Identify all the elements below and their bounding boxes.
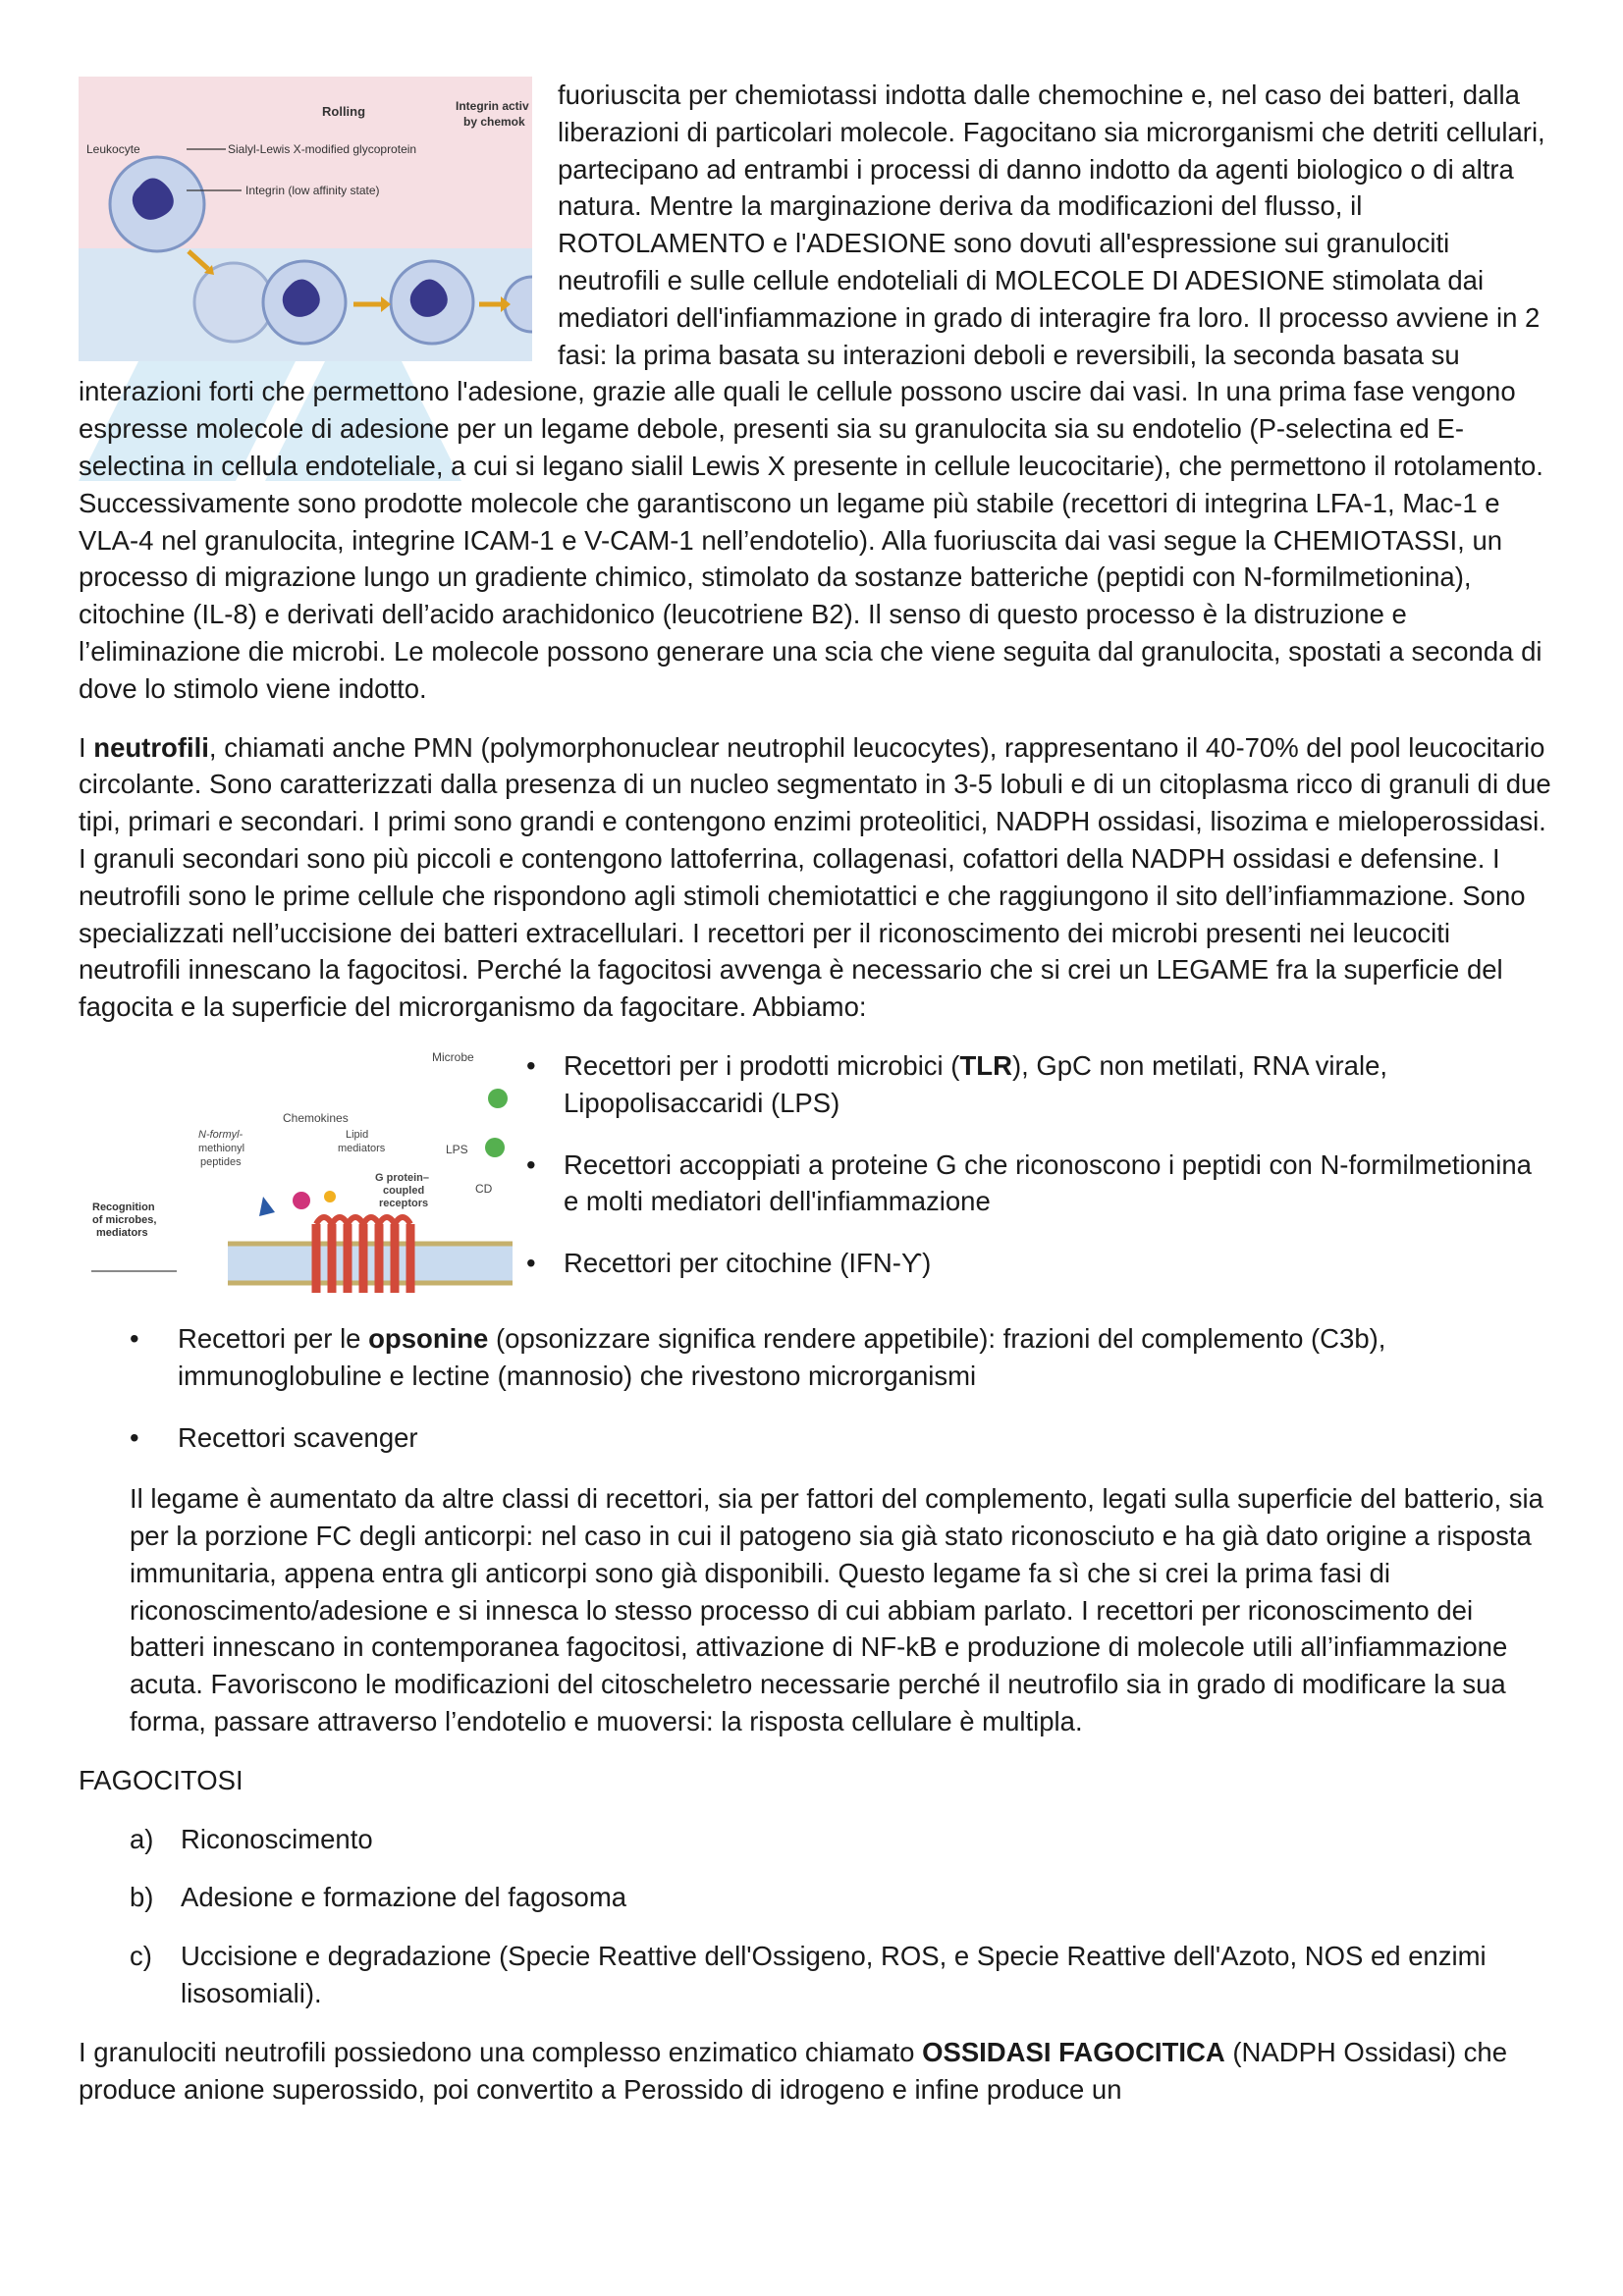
- recognition-label-2: of microbes,: [92, 1213, 157, 1226]
- lps-label: LPS: [446, 1142, 468, 1156]
- leukocyte-rolling-figure: [79, 77, 532, 361]
- list-item: a) Riconoscimento: [130, 1823, 373, 1854]
- leukocyte-cell-3: [263, 261, 346, 344]
- lipid-mediator-shape: [324, 1191, 336, 1202]
- list-item: • Recettori per i prodotti microbici (TLR), GpC non metilati, RNA virale, Lipopolisaccaridi (LPS): [526, 1049, 1388, 1118]
- g-protein-receptor: [316, 1224, 410, 1293]
- receptors-section: [79, 1047, 1551, 1307]
- paragraph-adhesion: fuoriuscita per chemiotassi indotta dalle chemochine e, nel caso dei batteri, dalla liberazioni di particolari molecole. Fagocitano sia microrganismi che detriti cellulari, partecipano ad entrambi i processi di danno indotto da agenti biologico o di altra natura. Mentre la marginazione deriva da modificazioni del flusso, il ROTOLAMENTO e l'ADESIONE sono dovuti all'espressione sui granulociti neutrofili e sulle cellule endoteliali di MOLECOLE DI ADESIONE stimolata dai mediatori dell'infiammazione in grado di interagire fra loro. Il processo avviene in 2 fasi: la prima basata su interazioni deboli e reversibili, la seconda basata su interazioni forti che permettono l'adesione, grazie alle quali le cellule possono uscire dai vasi. In una prima fase vengono espresse molecole di adesione per un legame debole, presenti sia su granulocita sia su endotelio (P-selectina ed E-selectina in cellula endoteliale, a cui si legano sialil Lewis X presente in cellule leucocitarie), che permettono il rotolamento. Successivamente sono prodotte molecole che garantiscono un legame più stabile (recettori di integrina LFA-1, Mac-1 e VLA-4 nel granulocita, integrine ICAM-1 e V-CAM-1 nell’endotelio). Alla fuoriuscita dai vasi segue la CHEMIOTASSI, un processo di migrazione lungo un gradiente chimico, stimolato da sostanze batteriche (peptidi con N-formilmetionina), citochine (IL-8) e derivati dell’acido arachidonico (leucotriene B2). Il senso di questo processo è la distruzione e l’eliminazione die microbi. Le molecole possono generare una scia che viene seguita dal granulocita, spostati a seconda di dove lo stimolo viene indotto.: [79, 80, 1545, 704]
- list-item: • Recettori per citochine (IFN-ϒ): [526, 1248, 932, 1279]
- methionyl-label: methionyl: [198, 1142, 245, 1154]
- list-item: • Recettori per le opsonine (opsonizzare significa rendere appetibile): frazioni del complemento (C3b), immunoglobuline e lectine (mannosio) che rivestono microrganismi: [130, 1322, 1386, 1391]
- gprotein-label-2: coupled: [383, 1184, 425, 1197]
- lipid-label: Lipid: [346, 1128, 369, 1141]
- phagocytosis-steps: [130, 1821, 1551, 2012]
- integrin-low-label: Integrin (low affinity state): [245, 184, 380, 197]
- gprotein-label-1: G protein–: [375, 1171, 430, 1184]
- leukocyte-cell-4: [391, 261, 473, 344]
- integrin-activation-label: Integrin activ: [456, 99, 529, 113]
- leukocyte-label: Leukocyte: [86, 142, 140, 156]
- list-item: c) Uccisione e degradazione (Specie Reattive dell'Ossigeno, ROS, e Specie Reattive dell'Azoto, NOS ed enzimi lisosomiali).: [130, 1941, 1487, 2009]
- receptor-list-main: [79, 1320, 1551, 1456]
- leukocyte-cell-2: [194, 263, 273, 342]
- receptor-list-right: [513, 1047, 1551, 1307]
- chemokines-label: Chemokines: [283, 1110, 349, 1125]
- peptides-label: peptides: [200, 1155, 242, 1168]
- leukocyte-cell-1: [110, 157, 204, 251]
- by-chemokines-label: by chemok: [463, 115, 525, 129]
- paragraph-receptor-binding: Il legame è aumentato da altre classi di recettori, sia per fattori del complemento, legati sulla superficie del batterio, sia per la porzione FC degli anticorpi: nel caso in cui il patogeno sia già stato riconosciuto e ha già dato origine a risposta immunitaria, appena entra gli anticorpi sono già disponibili. Questo legame fa sì che si crei la prima fasi di riconoscimento/adesione e si innesca lo stesso processo di cui abbiam parlato. I recettori per riconoscimento dei batteri innescano in contemporanea fagocitosi, attivazione di NF-kB e produzione di molecole utili all’infiammazione acuta. Favoriscono le modificazioni del citoscheletro necessarie perché il neutrofilo sia in grado di modificare la sua forma, passare attraverso l’endotelio e muoversi: la risposta cellulare è multipla.: [130, 1483, 1543, 1737]
- n-formyl-label: N-formyl-: [198, 1128, 243, 1141]
- mediators-label: mediators: [338, 1142, 386, 1154]
- paragraph-oxidase: I granulociti neutrofili possiedono una complesso enzimatico chiamato OSSIDASI FAGOCITICA (NADPH Ossidasi) che produce anione superossido, poi convertito a Perossido di idrogeno e infine produce un: [79, 2036, 1508, 2105]
- list-item: • Recettori scavenger: [130, 1421, 418, 1453]
- list-item: • Recettori accoppiati a proteine G che riconoscono i peptidi con N-formilmetionina e molti mediatori dell'infiammazione: [526, 1148, 1532, 1217]
- microbe-label: Microbe: [432, 1049, 474, 1064]
- document-page: [79, 77, 1551, 2108]
- chemokine-shape: [293, 1192, 310, 1209]
- recognition-receptors-figure: [90, 1047, 513, 1305]
- sialyl-label: Sialyl-Lewis X-modified glycoprotein: [228, 142, 417, 156]
- rolling-label: Rolling: [322, 104, 366, 119]
- paragraph-neutrophils: I neutrofili, chiamati anche PMN (polymorphonuclear neutrophil leucocytes), rappresentano il 40-70% del pool leucocitario circolante. Sono caratterizzati dalla presenza di un nucleo segmentato in 3-5 lobuli e di un citoplasma ricco di granuli di due tipi, primari e secondari. I primi sono grandi e contengono enzimi proteolitici, NADPH ossidasi, lisozima e mieloperossidasi. I granuli secondari sono più piccoli e contengono lattoferrina, collagenasi, cofattori della NADPH ossidasi e defensine. I neutrofili sono le prime cellule che rispondono agli stimoli chemiotattici e che raggiungono il sito dell’infiammazione. Sono specializzati nell’uccisione dei batteri extracellulari. I recettori per il riconoscimento dei microbi presenti nei leucociti neutrofili innescano la fagocitosi. Perché la fagocitosi avvenga è necessario che si crei un LEGAME fra la superficie del fagocita e la superficie del microrganismo da fagocitare. Abbiamo:: [79, 731, 1551, 1023]
- recognition-label-1: Recognition: [92, 1201, 155, 1213]
- gprotein-label-3: receptors: [379, 1197, 429, 1209]
- list-item: b) Adesione e formazione del fagosoma: [130, 1882, 627, 1913]
- microbe-shape: [488, 1089, 508, 1108]
- cd-label: CD: [475, 1181, 493, 1196]
- peptide-triangle: [259, 1197, 275, 1216]
- section-heading: FAGOCITOSI: [79, 1764, 243, 1795]
- lps-shape: [485, 1138, 505, 1157]
- recognition-label-3: mediators: [96, 1226, 148, 1239]
